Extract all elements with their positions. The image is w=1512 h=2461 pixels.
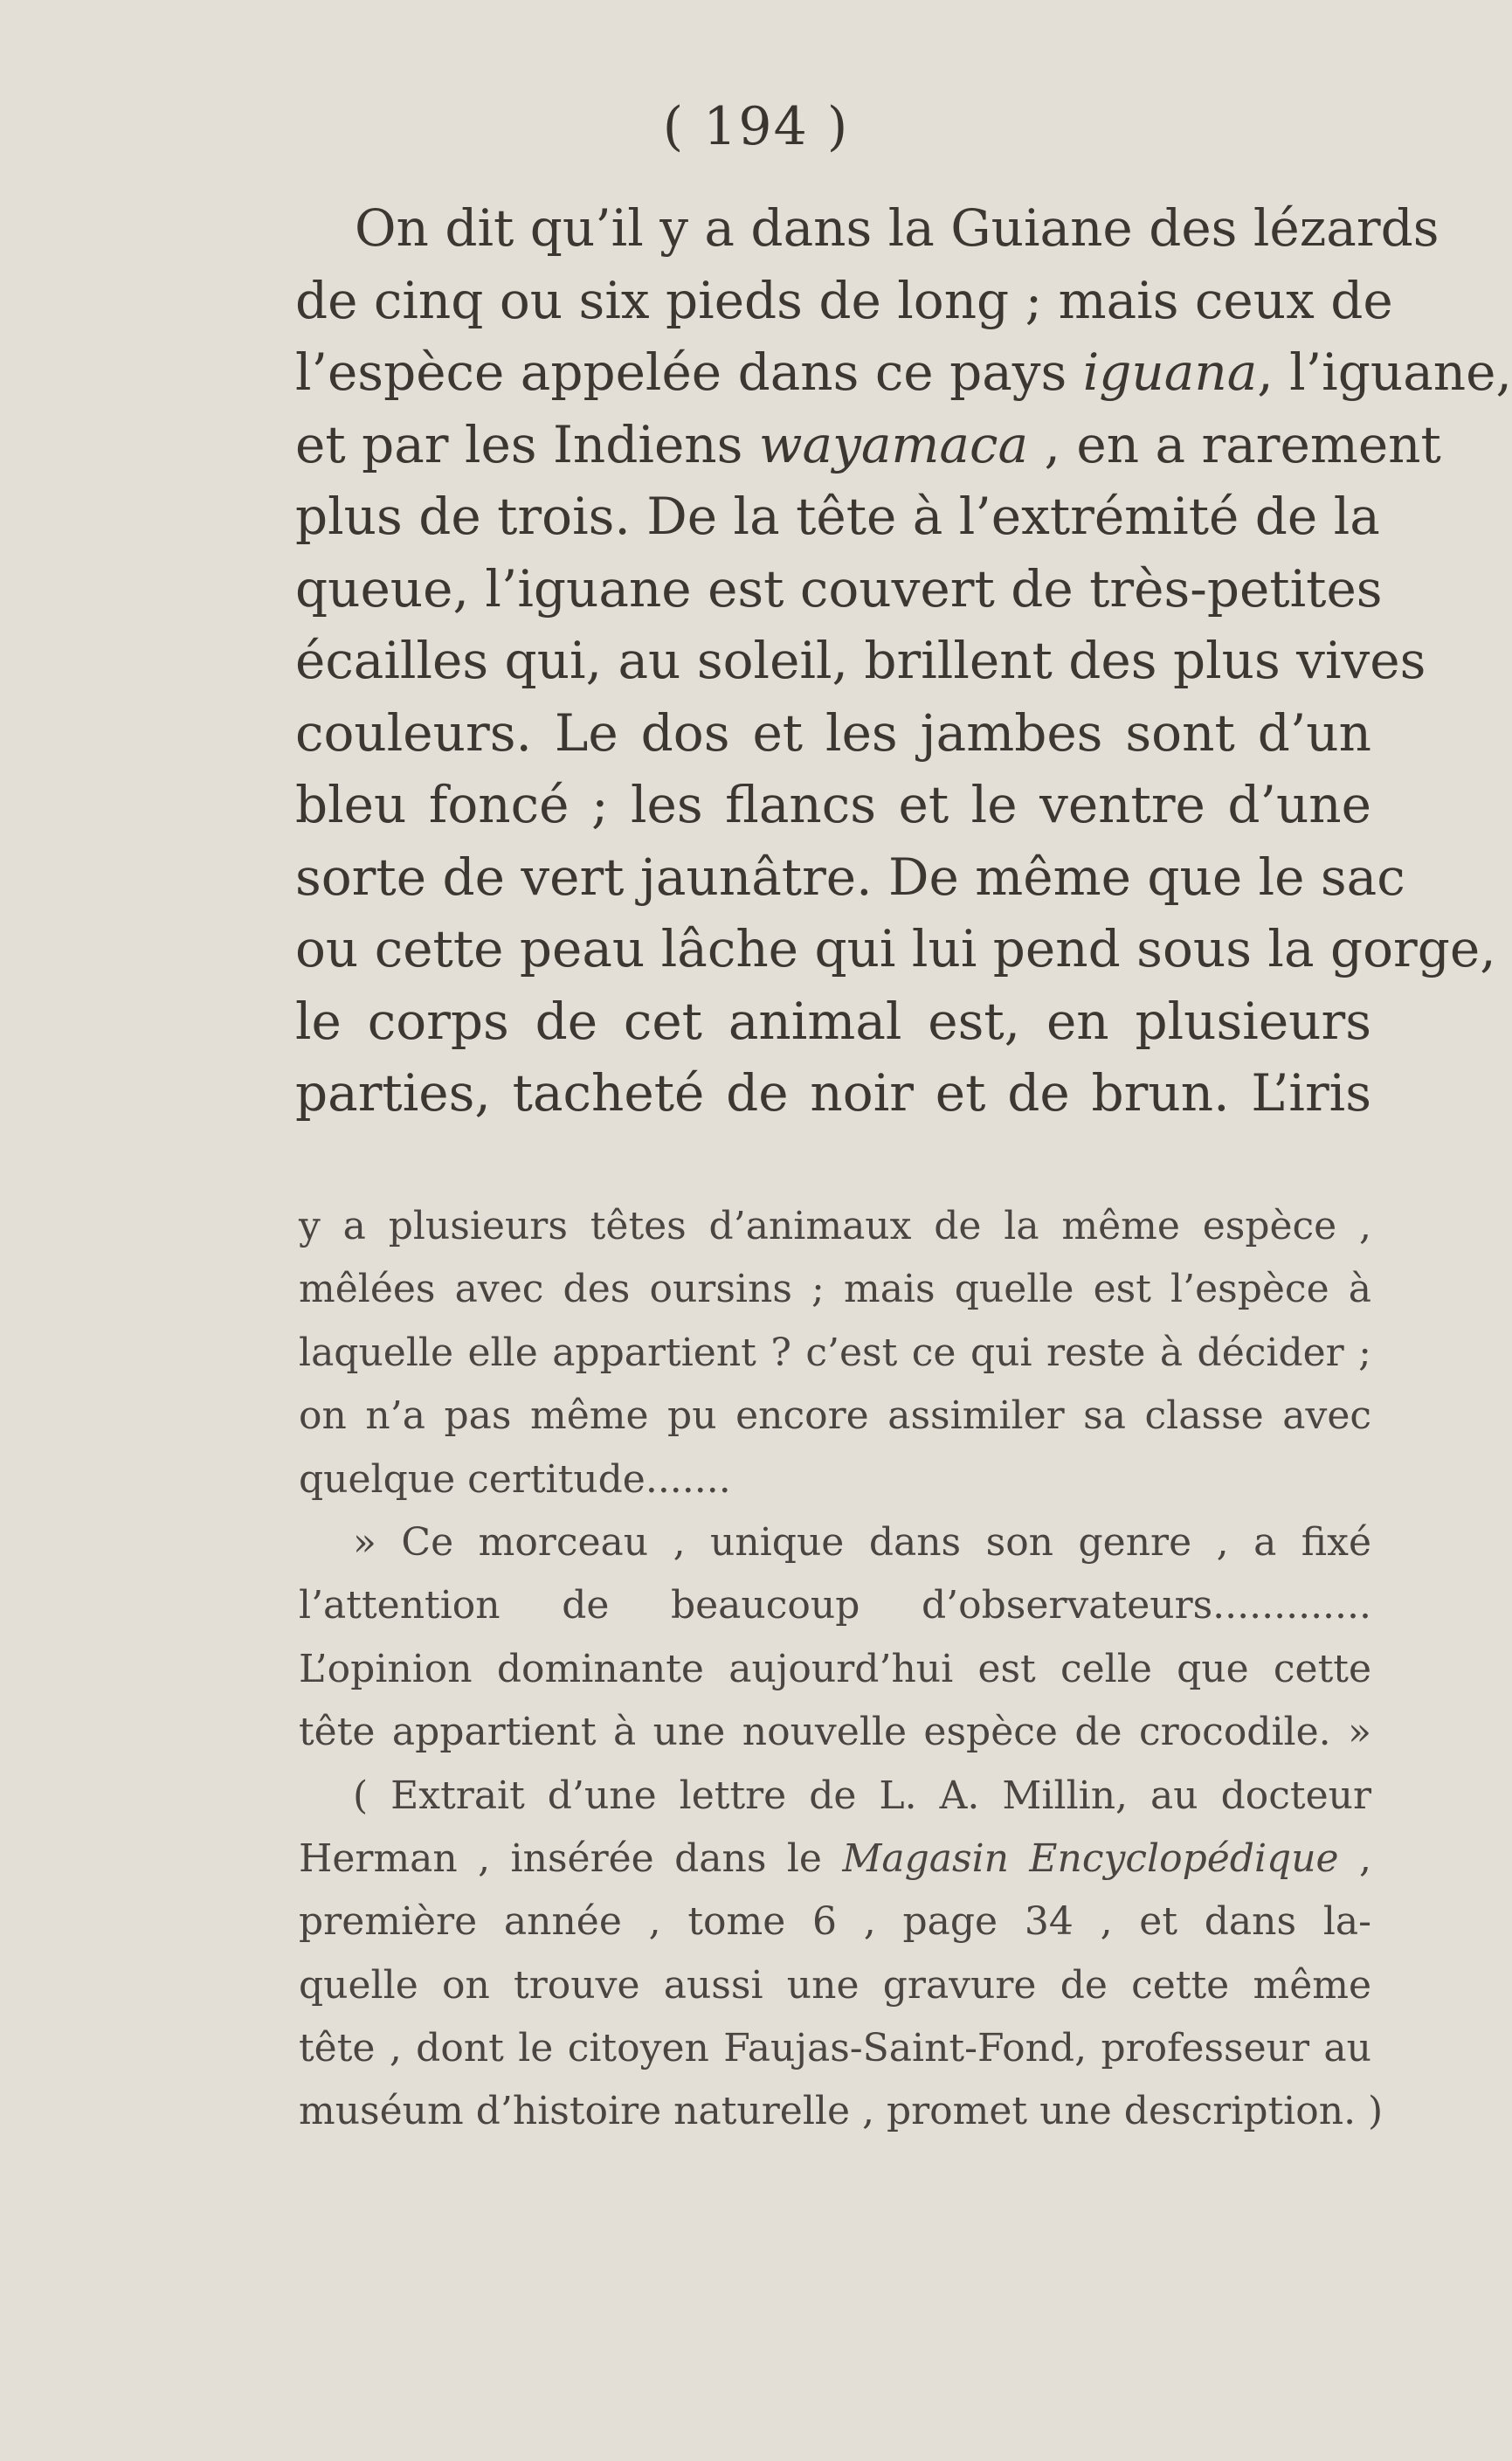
main-text-line: queue, l’iguane est couvert de très-petites — [295, 558, 1383, 619]
page-number: ( 194 ) — [662, 96, 850, 157]
main-text-line: le corps de cet animal est, en plusieurs — [295, 991, 1371, 1051]
footnote-line: » Ce morceau , unique dans son genre , a fixé — [353, 1519, 1371, 1565]
footnote-line: on n’a pas même pu encore assimiler sa classe avec — [299, 1393, 1371, 1439]
footnote-line: ( Extrait d’une lettre de L. A. Millin, au docteur — [353, 1773, 1371, 1818]
main-text-line: de cinq ou six pieds de long ; mais ceux de — [295, 270, 1393, 330]
footnote-line: laquelle elle appartient ? c’est ce qui reste à décider ; — [299, 1330, 1371, 1375]
footnote-line: y a plusieurs têtes d’animaux de la même espèce , — [299, 1204, 1371, 1248]
footnote-line: mêlées avec des oursins ; mais quelle est l’espèce à — [299, 1267, 1371, 1312]
main-text-line: On dit qu’il y a dans la Guiane des lézards — [355, 198, 1440, 258]
italic-term: wayamaca — [758, 414, 1029, 474]
main-text-line: parties, tacheté de noir et de brun. L’iris — [295, 1063, 1371, 1123]
footnote-line: Herman , insérée dans le Magasin Encyclopédique , — [299, 1835, 1371, 1881]
main-text-line: écailles qui, au soleil, brillent des plus vives — [295, 631, 1426, 690]
main-text-line: l’espèce appelée dans ce pays iguana, l’iguane, — [295, 342, 1512, 402]
footnote-block — [299, 1195, 1384, 2144]
footnote-line: l’attention de beaucoup d’observateurs............. — [299, 1583, 1371, 1628]
footnote-line: tête appartient à une nouvelle espèce de crocodile. » — [299, 1710, 1371, 1755]
main-text-line: ou cette peau lâche qui lui pend sous la gorge, — [295, 919, 1496, 978]
footnote-line: quelle on trouve aussi une gravure de cette même — [299, 1962, 1371, 2008]
main-text-block — [295, 192, 1512, 1130]
main-text-line: sorte de vert jaunâtre. De même que le sac — [295, 847, 1405, 907]
main-text-line: plus de trois. De la tête à l’extrémité de la — [295, 487, 1380, 546]
main-text-line: et par les Indiens wayamaca , en a rarement — [295, 414, 1441, 474]
main-text-line: couleurs. Le dos et les jambes sont d’un — [295, 702, 1371, 763]
italic-term: iguana — [1082, 342, 1258, 402]
footnote-line: quelque certitude....... — [299, 1456, 731, 1502]
footnote-line: L’opinion dominante aujourd’hui est celle que cette — [299, 1646, 1371, 1691]
footnote-line: muséum d’histoire naturelle , promet une description. ) — [299, 2089, 1384, 2134]
main-text-line: bleu foncé ; les flancs et le ventre d’une — [295, 775, 1371, 834]
footnote-line: tête , dont le citoyen Faujas-Saint-Fond, professeur au — [299, 2026, 1371, 2071]
footnote-line: première année , tome 6 , page 34 , et dans la- — [299, 1899, 1371, 1945]
italic-title: Magasin Encyclopédique — [842, 1835, 1339, 1881]
